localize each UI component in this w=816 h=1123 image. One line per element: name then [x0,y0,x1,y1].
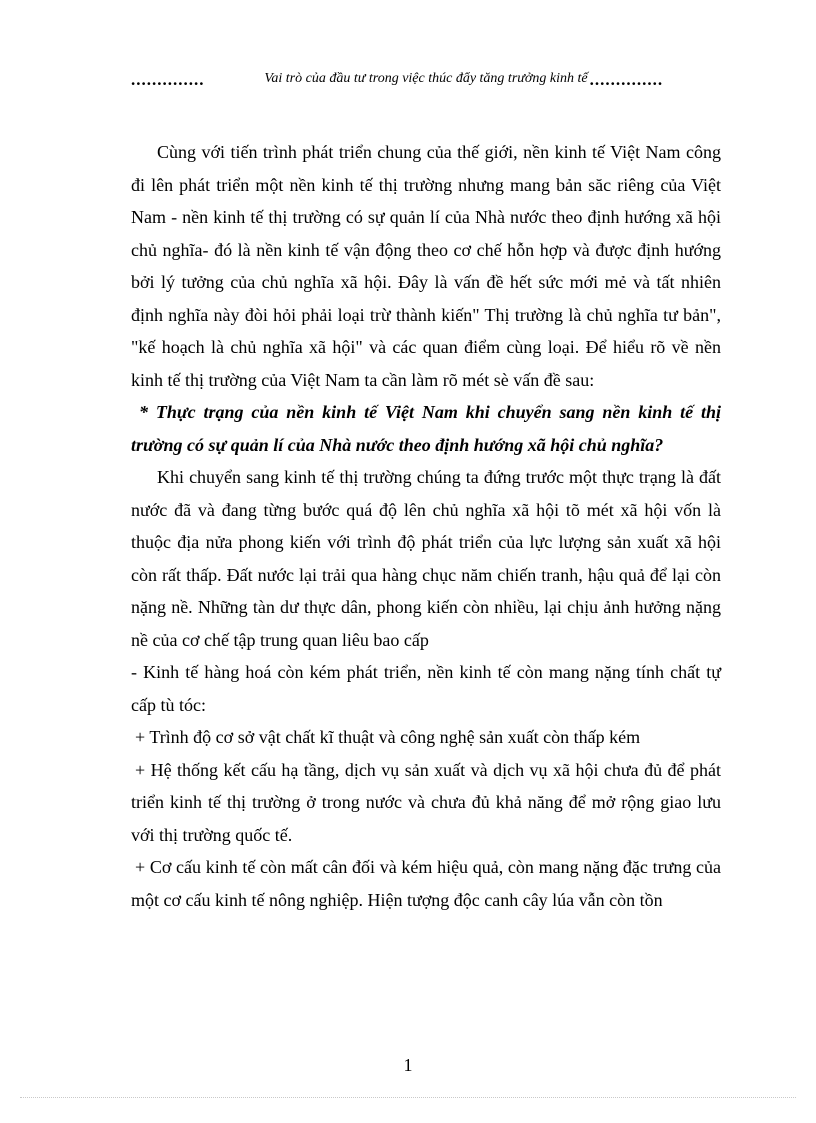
document-body [131,136,721,916]
list-item-plus-1: + Trình độ cơ sở vật chất kĩ thuật và công nghệ sản xuất còn thấp kém [135,727,641,747]
page-number: 1 [403,1055,413,1075]
list-item-dash: - Kinh tế hàng hoá còn kém phát triển, nền kinh tế còn mang nặng tính chất tự cấp tù tóc: [131,662,721,715]
list-item-plus-3: + Cơ cấu kinh tế còn mất cân đối và kém hiệu quả, còn mang nặng đặc trưng của một cơ cấu kinh tế nông nghiệp. Hiện tượng độc canh cây lúa vẫn còn tồn [131,857,721,910]
header-dots-left: .............. [131,72,205,88]
page-bottom-rule [20,1097,796,1098]
paragraph-situation: Khi chuyển sang kinh tế thị trường chúng ta đứng trước một thực trạng là đất nước đã và đang từng bước quá độ lên chủ nghĩa xã hội tõ mét xã hội vốn là thuộc địa nửa phong kiến với trình độ phát triển của lực lượng sản xuất xã hội còn rất thấp. Đất nước lại trải qua hàng chục năm chiến tranh, hậu quả để lại còn nặng nề. Những tàn dư thực dân, phong kiến còn nhiều, lại chịu ảnh hưởng nặng nề của cơ chế tập trung quan liêu bao cấp [131,467,721,650]
list-item-plus-2: + Hệ thống kết cấu hạ tầng, dịch vụ sản xuất và dịch vụ xã hội chưa đủ để phát triển kinh tế thị trường ở trong nước và chưa đủ khả năng để mở rộng giao lưu với thị trường quốc tế. [131,759,721,845]
header-title: Vai trò của đầu tư trong việc thúc đẩy tăng trưởng kinh tế [264,71,588,86]
running-header [131,70,721,88]
section-heading: * Thực trạng của nền kinh tế Việt Nam khi chuyển sang nền kinh tế thị trường có sự quản lí của Nhà nước theo định hướng xã hội chủ nghĩa? [131,402,721,455]
paragraph-intro: Cùng với tiến trình phát triển chung của thế giới, nền kinh tế Việt Nam công đi lên phát triển một nền kinh tế thị trường nhưng mang bản săc riêng của Việt Nam - nền kinh tế thị trường có sự quản lí của Nhà nước theo định hướng xã hội chủ nghĩa- đó là nền kinh tế vận động theo cơ chế hỗn hợp và được định hướng bởi lý tưởng của chủ nghĩa xã hội. Đây là vấn đề hết sức mới mẻ và tất nhiên định nghĩa này đòi hỏi phải loại trừ thành kiến" Thị trường là chủ nghĩa tư bản", "kế hoạch là chủ nghĩa xã hội" và các quan điểm cùng loại. Để hiểu rõ về nền kinh tế thị trường của Việt Nam ta cần làm rõ mét sè vấn đề sau: [131,142,721,390]
header-dots-right: .............. [589,72,664,88]
